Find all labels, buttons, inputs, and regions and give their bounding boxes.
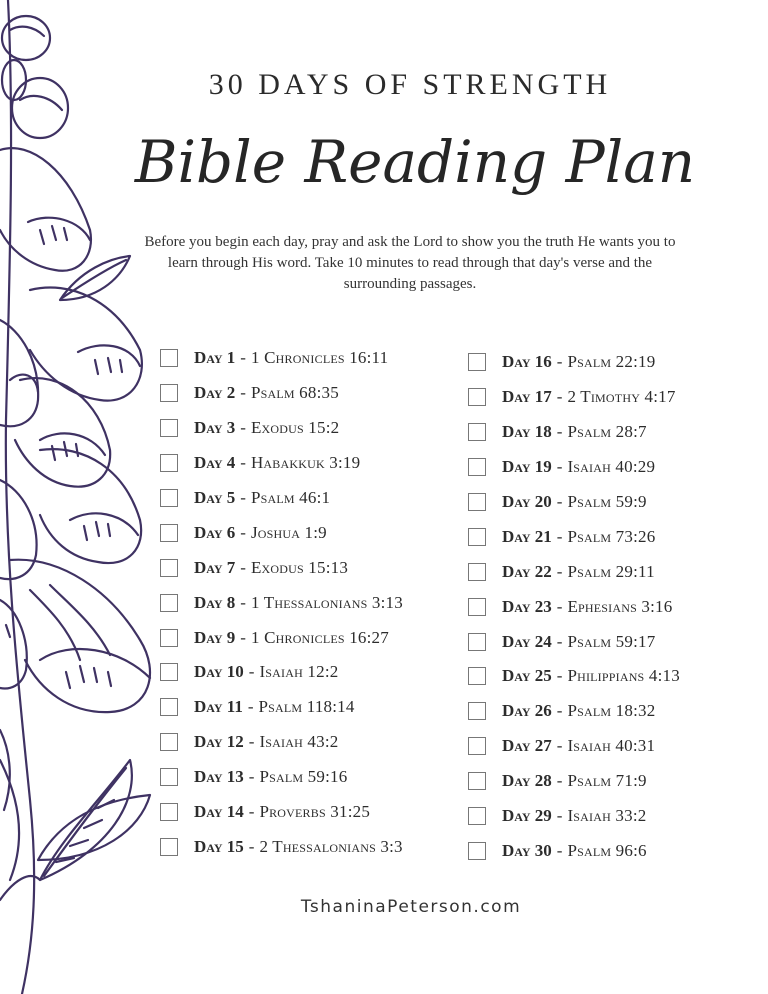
reading-day-item <box>468 380 680 415</box>
day-label: Day 24 <box>502 631 552 651</box>
day-label: Day 12 <box>194 732 244 752</box>
empty-checkbox-icon[interactable] <box>468 528 486 546</box>
day-separator: - <box>240 522 246 542</box>
day-label: Day 23 <box>502 596 552 616</box>
reading-day-item <box>160 760 403 795</box>
scripture-reference: 1 Chronicles 16:27 <box>250 627 389 647</box>
scripture-reference: 2 Timothy 4:17 <box>567 387 676 407</box>
day-label: Day 28 <box>502 771 552 791</box>
day-separator: - <box>556 526 563 546</box>
empty-checkbox-icon[interactable] <box>160 349 178 367</box>
day-label: Day 17 <box>502 387 552 407</box>
day-label: Day 19 <box>502 457 552 477</box>
reading-day-item <box>468 554 680 589</box>
day-separator: - <box>556 701 563 721</box>
day-label: Day 15 <box>194 836 244 856</box>
scripture-reference: Psalm 73:26 <box>567 526 656 546</box>
day-separator: - <box>240 383 246 403</box>
empty-checkbox-icon[interactable] <box>468 353 486 371</box>
day-separator: - <box>556 771 563 791</box>
reading-day-item <box>160 376 403 411</box>
empty-checkbox-icon[interactable] <box>468 423 486 441</box>
day-separator: - <box>556 457 563 477</box>
reading-day-item <box>160 690 403 725</box>
day-separator: - <box>556 387 563 407</box>
scripture-reference: Joshua 1:9 <box>250 522 327 542</box>
reading-day-item <box>468 729 680 764</box>
empty-checkbox-icon[interactable] <box>468 598 486 616</box>
empty-checkbox-icon[interactable] <box>160 489 178 507</box>
day-label: Day 29 <box>502 806 552 826</box>
scripture-reference: Psalm 59:17 <box>567 631 656 651</box>
day-label: Day 3 <box>194 418 236 438</box>
scripture-reference: 1 Chronicles 16:11 <box>250 348 389 368</box>
day-separator: - <box>247 697 254 717</box>
day-separator: - <box>556 492 563 511</box>
page-subtitle: 30 DAYS OF STRENGTH <box>208 68 612 101</box>
day-label: Day 9 <box>194 627 236 647</box>
scripture-reference: Habakkuk 3:19 <box>250 453 361 473</box>
reading-day-item <box>160 515 403 550</box>
reading-day-item <box>160 585 403 620</box>
day-separator: - <box>240 453 246 473</box>
day-separator: - <box>248 802 255 822</box>
day-separator: - <box>240 488 246 507</box>
day-label: Day 14 <box>194 802 244 822</box>
footer-website: TshaninaPeterson.com <box>300 897 522 917</box>
scripture-reference: Isaiah 43:2 <box>259 732 339 752</box>
reading-day-item <box>468 519 680 554</box>
day-label: Day 27 <box>502 736 552 756</box>
reading-day-item <box>160 341 403 376</box>
empty-checkbox-icon[interactable] <box>160 594 178 612</box>
reading-day-item <box>160 725 403 760</box>
reading-day-item <box>160 411 403 446</box>
scripture-reference: Psalm 96:6 <box>567 840 647 860</box>
empty-checkbox-icon[interactable] <box>468 737 486 755</box>
scripture-reference: 1 Thessalonians 3:13 <box>250 592 403 612</box>
empty-checkbox-icon[interactable] <box>468 702 486 720</box>
day-label: Day 6 <box>194 522 236 542</box>
reading-day-item <box>468 694 680 729</box>
empty-checkbox-icon[interactable] <box>160 629 178 647</box>
day-separator: - <box>240 557 246 577</box>
day-label: Day 1 <box>194 348 236 368</box>
day-separator: - <box>556 631 563 651</box>
day-separator: - <box>556 666 563 686</box>
empty-checkbox-icon[interactable] <box>160 698 178 716</box>
empty-checkbox-icon[interactable] <box>468 388 486 406</box>
scripture-reference: Isaiah 40:29 <box>567 457 656 477</box>
reading-day-item <box>160 446 403 481</box>
empty-checkbox-icon[interactable] <box>160 663 178 681</box>
day-separator: - <box>248 662 255 682</box>
day-separator: - <box>556 596 563 616</box>
reading-day-item <box>160 655 403 690</box>
reading-day-item <box>468 624 680 659</box>
day-separator: - <box>240 592 246 612</box>
empty-checkbox-icon[interactable] <box>160 733 178 751</box>
reading-day-item <box>160 795 403 830</box>
scripture-reference: Psalm 22:19 <box>567 352 656 372</box>
scripture-reference: Isaiah 12:2 <box>259 662 339 682</box>
day-separator: - <box>556 806 563 826</box>
scripture-reference: Psalm 118:14 <box>258 697 355 717</box>
day-separator: - <box>248 732 255 752</box>
reading-day-item <box>468 415 680 450</box>
reading-day-item <box>160 481 403 516</box>
day-label: Day 22 <box>502 561 552 581</box>
reading-day-item <box>160 829 403 864</box>
day-separator: - <box>556 422 563 442</box>
day-label: Day 4 <box>194 453 236 473</box>
reading-day-item <box>468 833 680 868</box>
intro-paragraph: Before you begin each day, pray and ask the Lord to show you the truth He wants you to learn through His word. Take 10 minutes to read through that day's verse and the surrounding passages. <box>144 234 676 292</box>
scripture-reference: Psalm 68:35 <box>250 383 339 403</box>
empty-checkbox-icon[interactable] <box>160 768 178 786</box>
reading-list-left <box>160 341 403 864</box>
scripture-reference: Philippians 4:13 <box>567 666 680 686</box>
scripture-reference: Proverbs 31:25 <box>259 802 371 822</box>
reading-day-item <box>468 450 680 485</box>
reading-day-item <box>468 799 680 834</box>
empty-checkbox-icon[interactable] <box>468 667 486 685</box>
day-label: Day 11 <box>194 697 243 717</box>
day-label: Day 5 <box>194 488 236 507</box>
day-separator: - <box>248 836 255 856</box>
day-label: Day 26 <box>502 701 552 721</box>
empty-checkbox-icon[interactable] <box>468 807 486 825</box>
empty-checkbox-icon[interactable] <box>160 838 178 856</box>
day-label: Day 18 <box>502 422 552 442</box>
reading-day-item <box>468 659 680 694</box>
scripture-reference: Psalm 29:11 <box>567 561 655 581</box>
empty-checkbox-icon[interactable] <box>468 772 486 790</box>
day-label: Day 25 <box>502 666 552 686</box>
reading-day-item <box>160 550 403 585</box>
day-separator: - <box>556 840 563 860</box>
empty-checkbox-icon[interactable] <box>468 842 486 860</box>
scripture-reference: Psalm 59:9 <box>567 492 647 511</box>
day-label: Day 7 <box>194 557 236 577</box>
empty-checkbox-icon[interactable] <box>160 559 178 577</box>
empty-checkbox-icon[interactable] <box>160 524 178 542</box>
scripture-reference: Psalm 59:16 <box>259 767 348 787</box>
reading-list-right <box>468 345 680 868</box>
day-label: Day 13 <box>194 767 244 787</box>
day-label: Day 21 <box>502 526 552 546</box>
scripture-reference: Ephesians 3:16 <box>567 596 673 616</box>
day-separator: - <box>248 767 255 787</box>
empty-checkbox-icon[interactable] <box>468 493 486 511</box>
day-separator: - <box>556 736 563 756</box>
empty-checkbox-icon[interactable] <box>468 633 486 651</box>
day-label: Day 2 <box>194 383 236 403</box>
empty-checkbox-icon[interactable] <box>160 803 178 821</box>
scripture-reference: Exodus 15:2 <box>250 418 340 438</box>
scripture-reference: Exodus 15:13 <box>250 557 349 577</box>
day-label: Day 10 <box>194 662 244 682</box>
day-separator: - <box>240 627 246 647</box>
reading-day-item <box>468 345 680 380</box>
scripture-reference: Isaiah 33:2 <box>567 806 647 826</box>
day-label: Day 20 <box>502 492 552 511</box>
day-separator: - <box>240 418 246 438</box>
scripture-reference: 2 Thessalonians 3:3 <box>259 836 403 856</box>
empty-checkbox-icon[interactable] <box>468 458 486 476</box>
day-label: Day 8 <box>194 592 236 612</box>
day-label: Day 30 <box>502 840 552 860</box>
empty-checkbox-icon[interactable] <box>160 454 178 472</box>
day-label: Day 16 <box>502 352 552 372</box>
day-separator: - <box>556 352 563 372</box>
reading-day-item <box>160 620 403 655</box>
reading-day-item <box>468 485 680 520</box>
empty-checkbox-icon[interactable] <box>160 384 178 402</box>
scripture-reference: Isaiah 40:31 <box>567 736 656 756</box>
scripture-reference: Psalm 71:9 <box>567 771 647 791</box>
empty-checkbox-icon[interactable] <box>160 419 178 437</box>
page-title: Bible Reading Plan <box>134 128 696 196</box>
scripture-reference: Psalm 18:32 <box>567 701 656 721</box>
reading-day-item <box>468 589 680 624</box>
scripture-reference: Psalm 46:1 <box>250 488 331 507</box>
day-separator: - <box>556 561 563 581</box>
reading-day-item <box>468 764 680 799</box>
day-separator: - <box>240 348 246 368</box>
scripture-reference: Psalm 28:7 <box>567 422 647 442</box>
empty-checkbox-icon[interactable] <box>468 563 486 581</box>
